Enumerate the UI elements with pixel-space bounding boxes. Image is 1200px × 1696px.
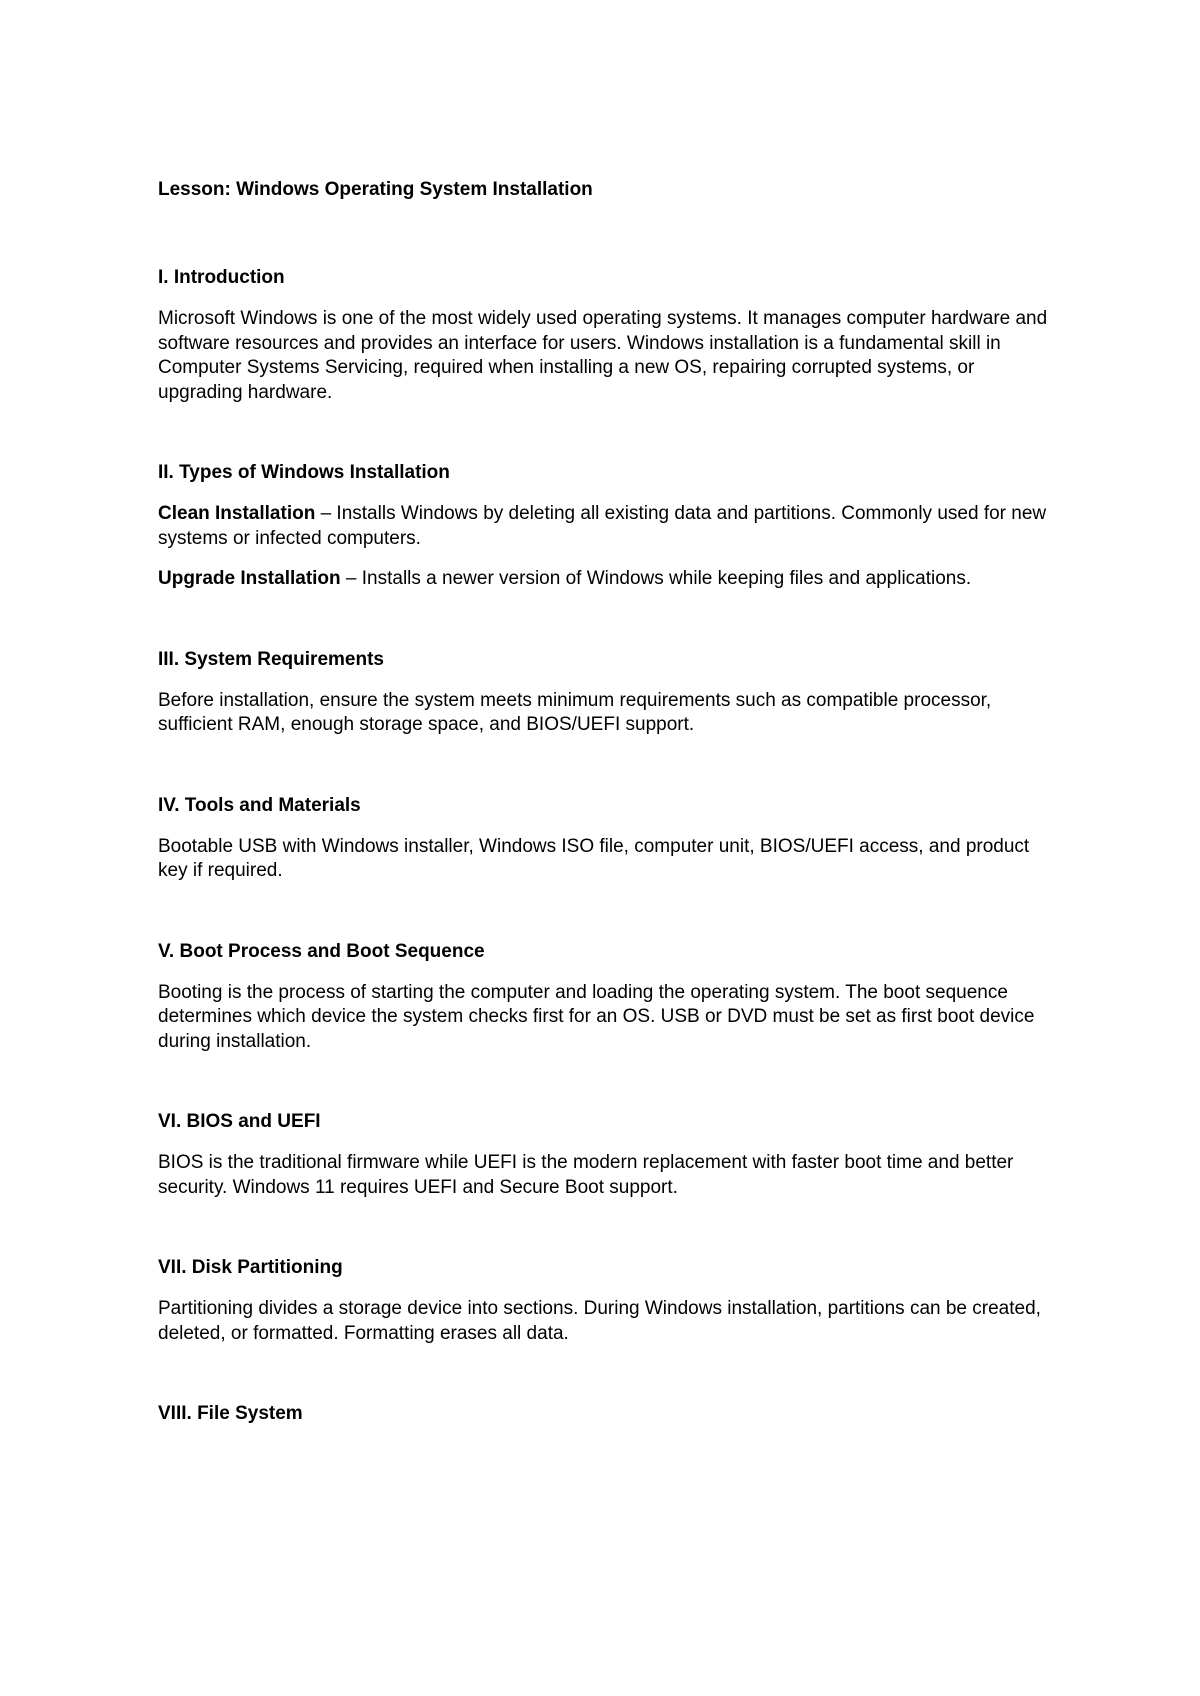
section-heading: V. Boot Process and Boot Sequence — [158, 940, 485, 962]
document-page — [158, 178, 1058, 1443]
section-heading: III. System Requirements — [158, 648, 384, 670]
paragraph: BIOS is the traditional firmware while UEFI is the modern replacement with faster boot time and better security. Windows 11 requires UEFI and Secure Boot support. — [158, 1152, 1014, 1198]
section-disk-partitioning — [158, 1256, 1058, 1346]
section-heading: IV. Tools and Materials — [158, 794, 361, 816]
document-title: Lesson: Windows Operating System Installation — [158, 179, 593, 200]
term-label: Clean Installation — [158, 503, 316, 524]
paragraph: Microsoft Windows is one of the most widely used operating systems. It manages computer hardware and software resources and provides an interface for users. Windows installation is a fundamental skill in Computer Systems Servicing, required when installing a new OS, repairing corrupted systems, or upgrading hardware. — [158, 308, 1048, 403]
section-tools-and-materials — [158, 794, 1058, 884]
section-heading: VII. Disk Partitioning — [158, 1257, 343, 1278]
section-types-of-installation — [158, 461, 1058, 592]
section-boot-process — [158, 940, 1058, 1055]
section-bios-and-uefi — [158, 1110, 1058, 1200]
section-file-system — [158, 1402, 1058, 1426]
section-heading: II. Types of Windows Installation — [158, 462, 450, 483]
section-introduction — [158, 266, 1058, 405]
paragraph: Partitioning divides a storage device into sections. During Windows installation, partitions can be created, deleted, or formatted. Formatting erases all data. — [158, 1298, 1041, 1344]
installation-type-item — [158, 502, 1058, 551]
paragraph: Bootable USB with Windows installer, Windows ISO file, computer unit, BIOS/UEFI access, and product key if required. — [158, 835, 1030, 881]
term-description: – Installs Windows by deleting all existing data and partitions. Commonly used for new systems or infected computers. — [158, 503, 1047, 549]
term-label: Upgrade Installation — [158, 568, 341, 589]
paragraph: Booting is the process of starting the computer and loading the operating system. The boot sequence determines which device the system checks first for an OS. USB or DVD must be set as first boot device during installation. — [158, 981, 1035, 1052]
term-description: – Installs a newer version of Windows while keeping files and applications. — [340, 568, 972, 589]
section-system-requirements — [158, 648, 1058, 738]
section-heading: VI. BIOS and UEFI — [158, 1111, 321, 1132]
section-heading: VIII. File System — [158, 1403, 303, 1424]
paragraph: Before installation, ensure the system meets minimum requirements such as compatible processor, sufficient RAM, enough storage space, and BIOS/UEFI support. — [158, 689, 992, 735]
section-heading: I. Introduction — [158, 267, 285, 288]
installation-type-item — [158, 567, 1058, 592]
